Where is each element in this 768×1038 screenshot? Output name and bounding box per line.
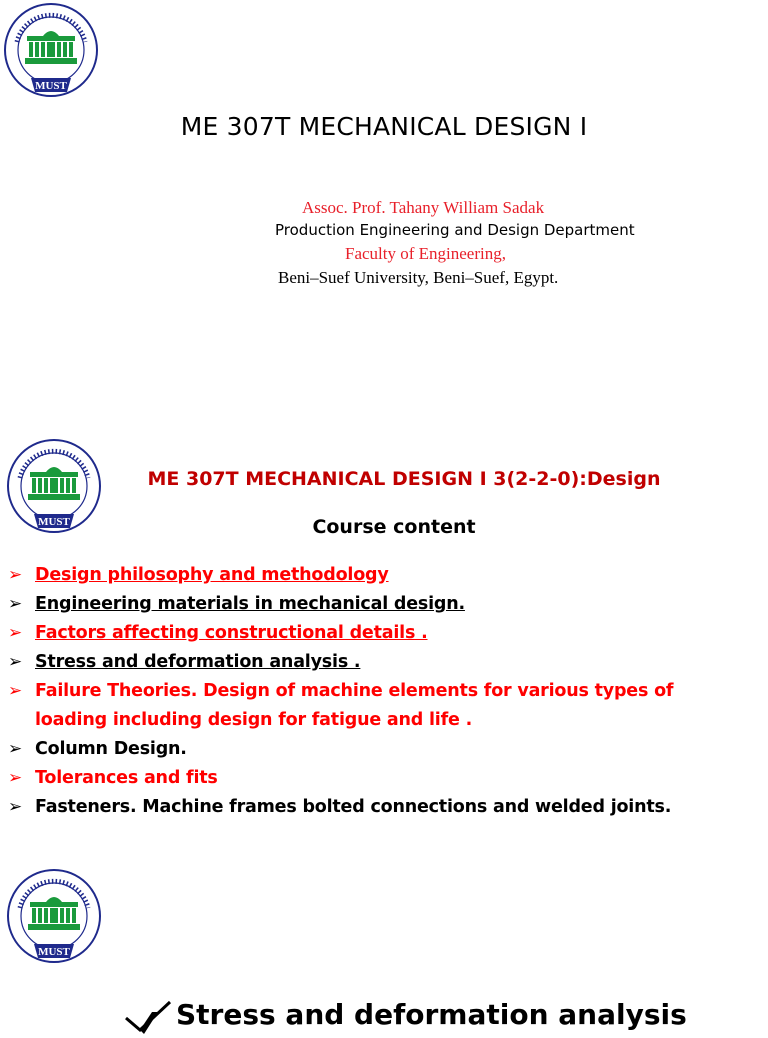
university-seal-icon — [6, 868, 102, 964]
course-topic-item — [8, 735, 748, 764]
course-topic-text: loading including design for fatigue and life . — [35, 710, 473, 730]
checkmark-bullet-icon — [122, 998, 174, 1038]
arrow-bullet-icon: ➢ — [8, 681, 23, 701]
course-topic-text: Design philosophy and methodology — [35, 565, 389, 585]
course-topic-item — [8, 793, 748, 822]
logo-text: MUST — [35, 80, 67, 92]
arrow-bullet-icon: ➢ — [8, 652, 23, 672]
course-topic-item — [8, 648, 748, 677]
arrow-bullet-icon: ➢ — [8, 768, 23, 788]
course-topic-item — [8, 619, 748, 648]
course-topic-item — [8, 764, 748, 793]
course-topic-text: Tolerances and fits — [35, 768, 218, 788]
department-name: Production Engineering and Design Department — [275, 221, 635, 239]
course-topic-item — [8, 677, 748, 706]
university-name: Beni–Suef University, Beni–Suef, Egypt. — [278, 268, 559, 287]
course-topic-list — [8, 561, 748, 822]
course-topic-text: Column Design. — [35, 739, 187, 759]
arrow-bullet-icon: ➢ — [8, 565, 23, 585]
author-name: Assoc. Prof. Tahany William Sadak — [302, 198, 545, 217]
university-seal-icon — [3, 2, 99, 98]
presentation-title: ME 307T MECHANICAL DESIGN I — [180, 112, 588, 141]
course-title: ME 307T MECHANICAL DESIGN I 3(2-2-0):Design — [147, 468, 661, 490]
slide-stress-analysis — [0, 848, 768, 1031]
logo-text: MUST — [38, 516, 70, 528]
course-topic-text: Factors affecting constructional details . — [35, 623, 428, 643]
course-topic-item — [8, 561, 748, 590]
course-topic-item — [8, 590, 748, 619]
slide-title — [0, 0, 768, 400]
course-topic-text: Failure Theories. Design of machine elements for various types of — [35, 681, 674, 701]
course-topic-text: Stress and deformation analysis . — [35, 652, 361, 672]
arrow-bullet-icon: ➢ — [8, 739, 23, 759]
arrow-bullet-icon: ➢ — [8, 797, 23, 817]
logo-text: MUST — [38, 946, 70, 958]
must-logo — [6, 868, 102, 964]
course-content-heading: Course content — [312, 516, 476, 538]
stress-analysis-heading: Stress and deformation analysis — [176, 998, 687, 1031]
arrow-bullet-icon: ➢ — [8, 594, 23, 614]
must-logo — [3, 2, 99, 98]
slide-course-content — [0, 420, 768, 840]
course-topic-text: Fasteners. Machine frames bolted connections and welded joints. — [35, 797, 672, 817]
faculty-name: Faculty of Engineering, — [345, 244, 506, 263]
course-topic-text: Engineering materials in mechanical design. — [35, 594, 465, 614]
arrow-bullet-icon: ➢ — [8, 623, 23, 643]
course-topic-item — [8, 706, 748, 735]
